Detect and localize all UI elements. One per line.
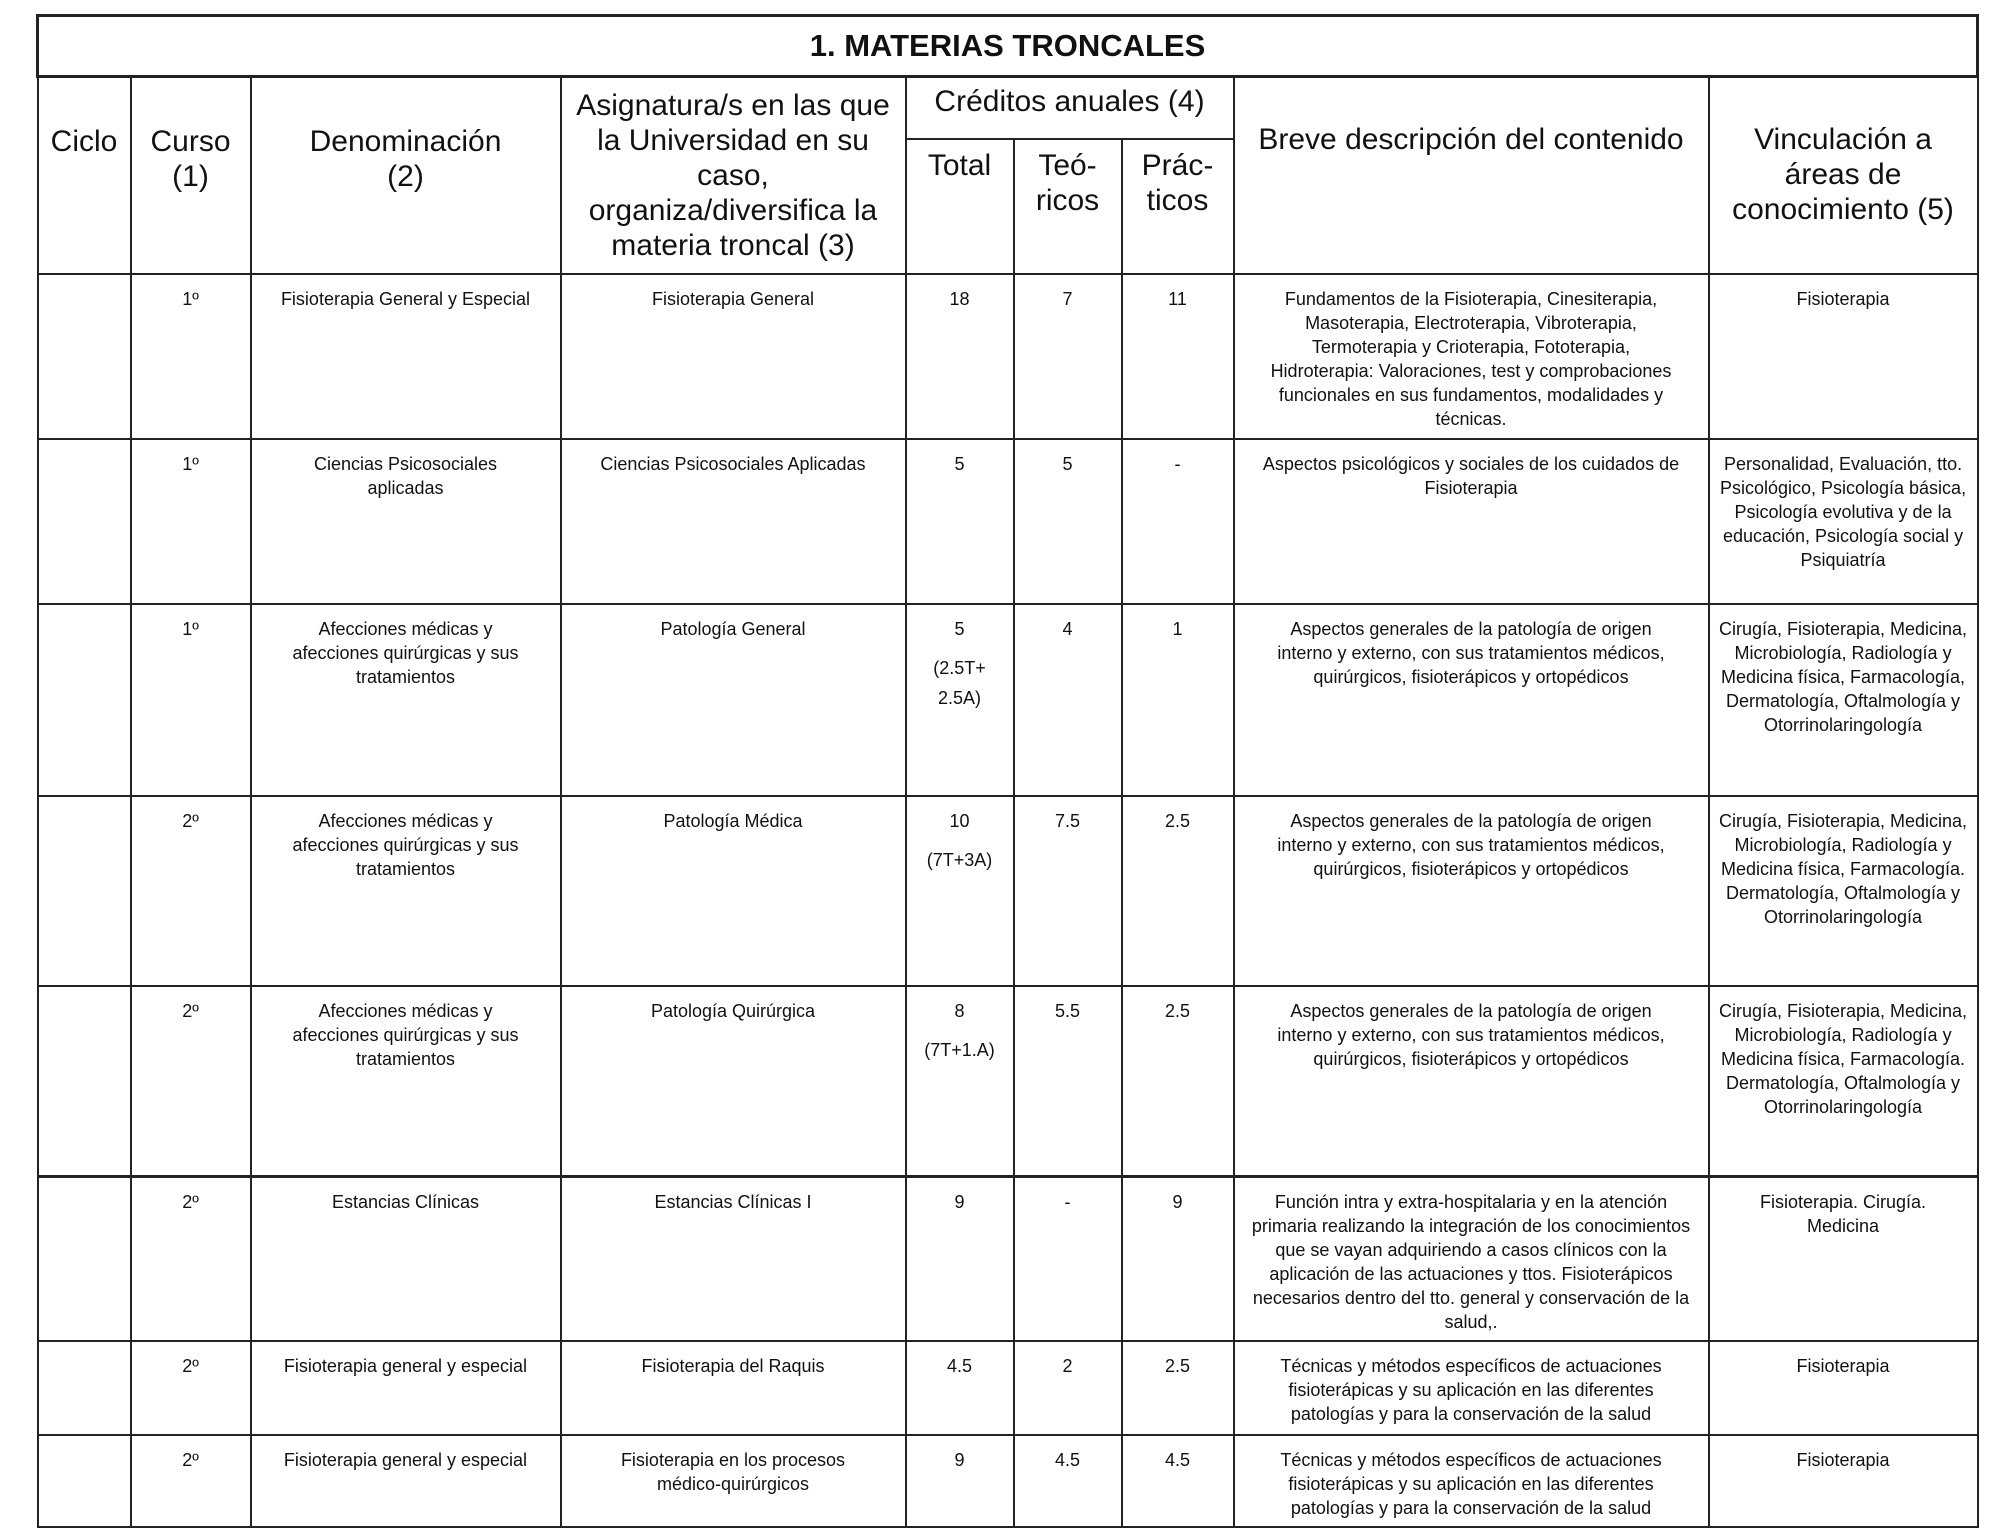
cell-curso: 1º: [131, 274, 251, 439]
cell-ciclo: [38, 1176, 131, 1341]
table-title: 1. MATERIAS TRONCALES: [38, 16, 1978, 77]
total-breakdown: (7T+1.A): [924, 1040, 995, 1060]
total-value: 8: [954, 1001, 965, 1021]
cell-asignatura: Patología Médica: [561, 796, 906, 986]
cell-curso: 2º: [131, 986, 251, 1176]
cell-vinculacion: Personalidad, Evaluación, tto. Psicológico, Psicología básica, Psicología evolutiva y de la educación, Psicología social y Psiquiatría: [1709, 439, 1978, 604]
cell-practicos: 2.5: [1122, 1341, 1234, 1435]
cell-descripcion: Aspectos generales de la patología de origen interno y externo, con sus tratamientos médicos, quirúrgicos, fisioterápicos y ortopédicos: [1234, 986, 1709, 1176]
cell-vinculacion: Fisioterapia: [1709, 1435, 1978, 1527]
cell-descripcion: Función intra y extra-hospitalaria y en la atención primaria realizando la integración de los conocimientos que se vayan adquiriendo a casos clínicos con la aplicación de las actuaciones y ttos. Fisioterápicos necesarios dentro del tto. general y conservación de la salud,.: [1234, 1176, 1709, 1341]
cell-total: [906, 986, 1014, 1176]
cell-ciclo: [38, 986, 131, 1176]
cell-teoricos: -: [1014, 1176, 1122, 1341]
cell-descripcion: Técnicas y métodos específicos de actuaciones fisioterápicas y su aplicación en las diferentes patologías y para la conservación de la salud: [1234, 1435, 1709, 1527]
cell-denominacion: Afecciones médicas y afecciones quirúrgicas y sus tratamientos: [251, 796, 561, 986]
cell-vinculacion: Fisioterapia: [1709, 274, 1978, 439]
cell-practicos: 2.5: [1122, 986, 1234, 1176]
table-row: [38, 796, 1978, 986]
cell-total: [906, 1176, 1014, 1341]
cell-practicos: 9: [1122, 1176, 1234, 1341]
table-row: [38, 986, 1978, 1176]
header-creditos: Créditos anuales (4): [906, 77, 1234, 140]
cell-denominacion: Afecciones médicas y afecciones quirúrgicas y sus tratamientos: [251, 604, 561, 796]
total-breakdown: (7T+3A): [926, 850, 993, 870]
cell-asignatura: Fisioterapia en los procesos médico-quirúrgicos: [561, 1435, 906, 1527]
table-row: [38, 1435, 1978, 1527]
cell-denominacion: Ciencias Psicosociales aplicadas: [251, 439, 561, 604]
cell-vinculacion: Cirugía, Fisioterapia, Medicina, Microbiología, Radiología y Medicina física, Farmacología, Dermatología, Oftalmología y Otorrinolaringología: [1709, 604, 1978, 796]
header-asignatura: Asignatura/s en las que la Universidad en su caso, organiza/diversifica la materia troncal (3): [561, 77, 906, 275]
cell-practicos: 2.5: [1122, 796, 1234, 986]
cell-ciclo: [38, 796, 131, 986]
cell-teoricos: 5.5: [1014, 986, 1122, 1176]
cell-teoricos: 4.5: [1014, 1435, 1122, 1527]
cell-descripcion: Técnicas y métodos específicos de actuaciones fisioterápicas y su aplicación en las diferentes patologías y para la conservación de la salud: [1234, 1341, 1709, 1435]
cell-total: [906, 604, 1014, 796]
materias-troncales-sheet: [36, 14, 1976, 1518]
cell-denominacion: Fisioterapia general y especial: [251, 1435, 561, 1527]
cell-descripcion: Aspectos generales de la patología de origen interno y externo, con sus tratamientos médicos, quirúrgicos, fisioterápicos y ortopédicos: [1234, 796, 1709, 986]
total-value: 4.5: [946, 1356, 973, 1376]
total-breakdown: (2.5T+ 2.5A): [933, 658, 986, 708]
cell-total: [906, 439, 1014, 604]
cell-asignatura: Ciencias Psicosociales Aplicadas: [561, 439, 906, 604]
cell-asignatura: Patología General: [561, 604, 906, 796]
cell-descripcion: Aspectos psicológicos y sociales de los cuidados de Fisioterapia: [1234, 439, 1709, 604]
cell-vinculacion: Cirugía, Fisioterapia, Medicina, Microbiología, Radiología y Medicina física, Farmacología. Dermatología, Oftalmología y Otorrinolaringología: [1709, 986, 1978, 1176]
materias-table: [36, 14, 1979, 1528]
cell-practicos: -: [1122, 439, 1234, 604]
total-value: 5: [954, 619, 965, 639]
header-total: Total: [906, 139, 1014, 274]
header-ciclo: Ciclo: [38, 77, 131, 275]
cell-asignatura: Fisioterapia General: [561, 274, 906, 439]
header-teoricos: Teó- ricos: [1014, 139, 1122, 274]
cell-curso: 1º: [131, 439, 251, 604]
cell-ciclo: [38, 1435, 131, 1527]
cell-asignatura: Fisioterapia del Raquis: [561, 1341, 906, 1435]
cell-ciclo: [38, 604, 131, 796]
table-row: [38, 1176, 1978, 1341]
cell-practicos: 11: [1122, 274, 1234, 439]
cell-curso: 2º: [131, 796, 251, 986]
header-vinculacion: Vinculación a áreas de conocimiento (5): [1709, 77, 1978, 275]
cell-teoricos: 2: [1014, 1341, 1122, 1435]
header-denominacion: Denominación (2): [251, 77, 561, 275]
cell-denominacion: Afecciones médicas y afecciones quirúrgicas y sus tratamientos: [251, 986, 561, 1176]
cell-denominacion: Estancias Clínicas: [251, 1176, 561, 1341]
table-row: [38, 604, 1978, 796]
cell-curso: 2º: [131, 1176, 251, 1341]
cell-denominacion: Fisioterapia General y Especial: [251, 274, 561, 439]
cell-curso: 2º: [131, 1435, 251, 1527]
cell-teoricos: 5: [1014, 439, 1122, 604]
table-row: [38, 1341, 1978, 1435]
header-descripcion: Breve descripción del contenido: [1234, 77, 1709, 275]
cell-ciclo: [38, 274, 131, 439]
cell-teoricos: 7.5: [1014, 796, 1122, 986]
cell-denominacion: Fisioterapia general y especial: [251, 1341, 561, 1435]
cell-curso: 1º: [131, 604, 251, 796]
total-value: 10: [949, 811, 970, 831]
cell-total: [906, 274, 1014, 439]
cell-total: [906, 1435, 1014, 1527]
cell-teoricos: 4: [1014, 604, 1122, 796]
total-value: 18: [949, 289, 970, 309]
cell-practicos: 1: [1122, 604, 1234, 796]
cell-asignatura: Patología Quirúrgica: [561, 986, 906, 1176]
total-value: 9: [954, 1191, 965, 1212]
cell-total: [906, 796, 1014, 986]
cell-asignatura: Estancias Clínicas I: [561, 1176, 906, 1341]
cell-vinculacion: Cirugía, Fisioterapia, Medicina, Microbiología, Radiología y Medicina física, Farmacología. Dermatología, Oftalmología y Otorrinolaringología: [1709, 796, 1978, 986]
cell-descripcion: Fundamentos de la Fisioterapia, Cinesiterapia, Masoterapia, Electroterapia, Vibroterapia, Termoterapia y Crioterapia, Fototerapia, Hidroterapia: Valoraciones, test y comprobaciones funcionales en sus fundamentos, modalidades y técnicas.: [1234, 274, 1709, 439]
cell-ciclo: [38, 1341, 131, 1435]
cell-ciclo: [38, 439, 131, 604]
header-curso: Curso (1): [131, 77, 251, 275]
cell-vinculacion: Fisioterapia. Cirugía. Medicina: [1709, 1176, 1978, 1341]
cell-practicos: 4.5: [1122, 1435, 1234, 1527]
cell-total: [906, 1341, 1014, 1435]
header-practicos: Prác- ticos: [1122, 139, 1234, 274]
table-row: [38, 439, 1978, 604]
cell-teoricos: 7: [1014, 274, 1122, 439]
table-row: [38, 274, 1978, 439]
cell-descripcion: Aspectos generales de la patología de origen interno y externo, con sus tratamientos médicos, quirúrgicos, fisioterápicos y ortopédicos: [1234, 604, 1709, 796]
cell-vinculacion: Fisioterapia: [1709, 1341, 1978, 1435]
total-value: 9: [954, 1450, 965, 1470]
total-value: 5: [954, 454, 965, 474]
cell-curso: 2º: [131, 1341, 251, 1435]
